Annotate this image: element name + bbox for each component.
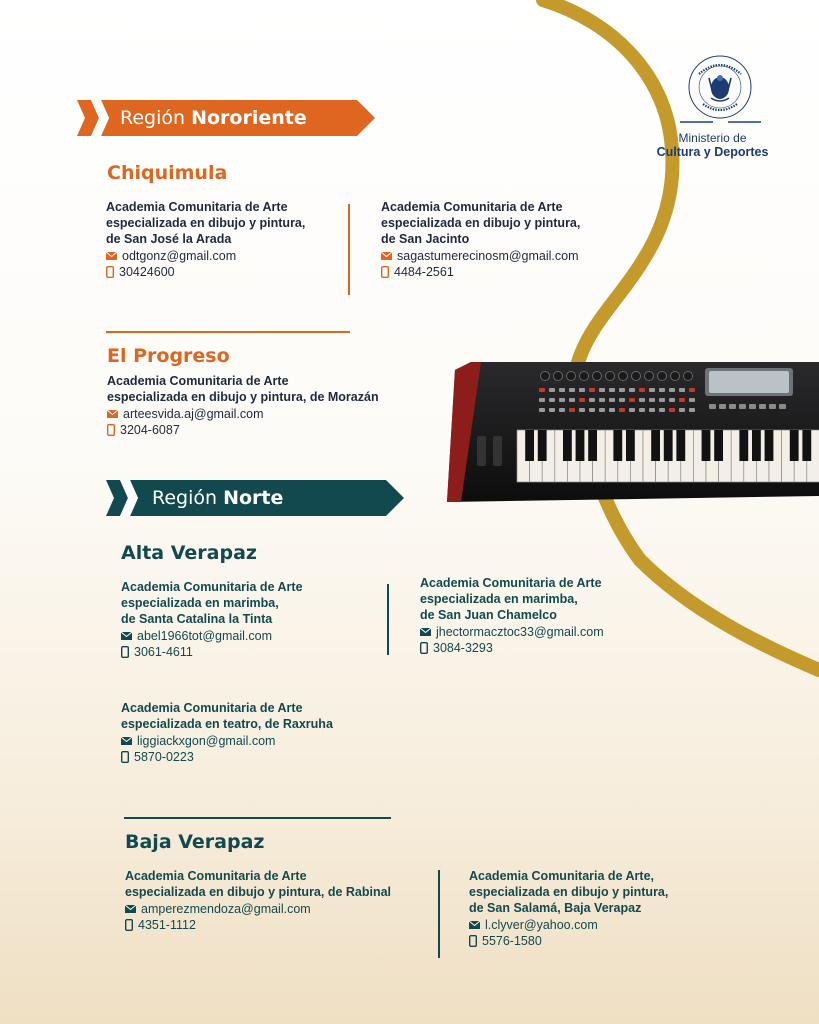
- phone-line: [469, 933, 668, 949]
- panel-button: [709, 404, 716, 409]
- black-key: [588, 430, 597, 461]
- envelope-icon: [106, 252, 117, 260]
- panel-button: [589, 408, 595, 412]
- academy-name: Academia Comunitaria de Arte especializada en marimba, de San Juan Chamelco: [420, 576, 602, 622]
- panel-button: [659, 398, 665, 402]
- phone-line: [121, 749, 333, 765]
- email-line: [121, 628, 303, 644]
- logo-rule-right: [728, 121, 761, 123]
- panel-button: [679, 408, 685, 412]
- panel-button: [659, 388, 665, 392]
- envelope-icon: [121, 737, 132, 745]
- knob: [632, 372, 641, 381]
- phone-number[interactable]: 5576-1580: [482, 934, 542, 948]
- phone-icon: [420, 642, 428, 654]
- phone-icon: [107, 424, 115, 436]
- department-title-el-progreso: El Progreso: [107, 345, 230, 367]
- panel-button: [579, 398, 585, 402]
- panel-button: [609, 398, 615, 402]
- panel-button: [679, 398, 685, 402]
- black-key: [613, 430, 622, 461]
- keyboard-synthesizer-image: [447, 362, 819, 504]
- phone-line: [381, 264, 580, 280]
- knob: [593, 372, 602, 381]
- phone-icon: [106, 266, 114, 278]
- academy-name: Academia Comunitaria de Arte especializada en dibujo y pintura, de Rabinal: [125, 869, 392, 899]
- panel-button: [749, 404, 756, 409]
- panel-button: [649, 408, 655, 412]
- academy-entry: [107, 373, 379, 438]
- black-key: [538, 430, 547, 461]
- academy-entry: [469, 868, 668, 949]
- academy-name: Academia Comunitaria de Arte especializada en marimba, de Santa Catalina la Tinta: [121, 580, 303, 626]
- region-norte-title: Región Norte: [152, 487, 284, 509]
- phone-icon: [121, 751, 129, 763]
- region-nororiente-title: Región Nororiente: [120, 107, 307, 129]
- phone-number[interactable]: 4484-2561: [394, 265, 454, 279]
- phone-line: [121, 644, 303, 660]
- panel-button: [739, 404, 746, 409]
- panel-button: [639, 398, 645, 402]
- region-nororiente-banner: [77, 100, 377, 136]
- panel-button: [649, 398, 655, 402]
- panel-button: [569, 398, 575, 402]
- email-line: [121, 733, 333, 749]
- panel-button: [619, 388, 625, 392]
- knob: [645, 372, 654, 381]
- academy-entry: [381, 199, 580, 280]
- region-norte-banner: [106, 480, 406, 516]
- academy-entry: [420, 575, 604, 656]
- panel-button: [669, 398, 675, 402]
- phone-line: [106, 264, 305, 280]
- knob: [684, 372, 693, 381]
- panel-button: [689, 408, 695, 412]
- ministry-logo: [650, 48, 790, 168]
- academy-name: Academia Comunitaria de Arte especializada en dibujo y pintura, de Morazán: [107, 374, 379, 404]
- knob: [580, 372, 589, 381]
- panel-button: [629, 398, 635, 402]
- phone-icon: [381, 266, 389, 278]
- phone-number[interactable]: 3061-4611: [134, 645, 193, 659]
- panel-button: [609, 388, 615, 392]
- knob: [619, 372, 628, 381]
- phone-icon: [125, 919, 133, 931]
- envelope-icon: [107, 410, 118, 418]
- panel-button: [619, 408, 625, 412]
- panel-button: [589, 398, 595, 402]
- black-key: [664, 430, 673, 461]
- email-line: [106, 248, 305, 264]
- panel-button: [779, 404, 786, 409]
- black-key: [525, 430, 534, 461]
- email-address[interactable]: amperezmendoza@gmail.com: [141, 902, 311, 916]
- phone-number[interactable]: 5870-0223: [134, 750, 194, 764]
- envelope-icon: [420, 628, 431, 636]
- email-line: [125, 901, 391, 917]
- department-title-baja-verapaz: Baja Verapaz: [125, 831, 265, 853]
- email-address[interactable]: sagastumerecinosm@gmail.com: [397, 249, 579, 263]
- phone-line: [107, 422, 379, 438]
- ministry-name-line2: Cultura y Deportes: [656, 145, 769, 159]
- column-divider: [387, 584, 389, 655]
- panel-button: [579, 388, 585, 392]
- ministry-name-line1: Ministerio de: [678, 131, 747, 145]
- email-address[interactable]: odtgonz@gmail.com: [122, 249, 237, 263]
- panel-button: [599, 388, 605, 392]
- black-key: [739, 430, 748, 461]
- panel-button: [569, 388, 575, 392]
- email-line: [107, 406, 379, 422]
- black-key: [714, 430, 723, 461]
- envelope-icon: [125, 905, 136, 913]
- panel-button: [629, 388, 635, 392]
- academy-entry: [121, 700, 333, 765]
- panel-button: [559, 398, 565, 402]
- black-key: [576, 430, 585, 461]
- logo-rule-left: [680, 121, 713, 123]
- black-key: [790, 430, 799, 461]
- black-key: [676, 430, 685, 461]
- panel-button: [539, 398, 545, 402]
- email-address[interactable]: abel1966tot@gmail.com: [137, 629, 272, 643]
- panel-button: [669, 408, 675, 412]
- phone-number[interactable]: 4351-1112: [138, 918, 196, 932]
- envelope-icon: [469, 921, 480, 929]
- department-title-alta-verapaz: Alta Verapaz: [121, 542, 257, 564]
- email-address[interactable]: l.clyver@yahoo.com: [485, 918, 598, 932]
- knob: [671, 372, 680, 381]
- academy-name: Academia Comunitaria de Arte especializada en dibujo y pintura, de San Jacinto: [381, 200, 581, 246]
- panel-button: [549, 388, 555, 392]
- panel-button: [629, 408, 635, 412]
- section-divider: [106, 331, 350, 333]
- column-divider: [348, 204, 350, 295]
- panel-button: [619, 398, 625, 402]
- envelope-icon: [121, 632, 132, 640]
- panel-button: [689, 388, 695, 392]
- panel-button: [549, 408, 555, 412]
- panel-button: [589, 388, 595, 392]
- panel-button: [569, 408, 575, 412]
- panel-button: [579, 408, 585, 412]
- black-key: [765, 430, 774, 461]
- black-key: [802, 430, 811, 461]
- panel-button: [759, 404, 766, 409]
- panel-button: [639, 388, 645, 392]
- panel-button: [679, 388, 685, 392]
- black-key: [702, 430, 711, 461]
- panel-button: [669, 388, 675, 392]
- email-line: [381, 248, 580, 264]
- black-key: [651, 430, 660, 461]
- envelope-icon: [381, 252, 392, 260]
- panel-button: [719, 404, 726, 409]
- email-line: [420, 624, 604, 640]
- academy-name: Academia Comunitaria de Arte especializada en dibujo y pintura, de San José la Arada: [106, 200, 306, 246]
- phone-line: [125, 917, 391, 933]
- phone-number[interactable]: 3204-6087: [120, 423, 180, 437]
- panel-button: [539, 388, 545, 392]
- phone-number[interactable]: 3084-3293: [433, 641, 493, 655]
- panel-button: [599, 398, 605, 402]
- panel-button: [559, 388, 565, 392]
- panel-button: [559, 408, 565, 412]
- panel-button: [659, 408, 665, 412]
- department-title-chiquimula: Chiquimula: [107, 162, 228, 184]
- panel-button: [549, 398, 555, 402]
- panel-button: [639, 408, 645, 412]
- knob: [658, 372, 667, 381]
- panel-button: [539, 408, 545, 412]
- black-key: [626, 430, 635, 461]
- panel-button: [599, 408, 605, 412]
- phone-icon: [121, 646, 129, 658]
- panel-button: [649, 388, 655, 392]
- academy-entry: [121, 579, 303, 660]
- column-divider: [438, 870, 440, 958]
- phone-icon: [469, 935, 477, 947]
- coat-of-arms-seal-icon: [687, 54, 753, 120]
- email-address[interactable]: arteesvida.aj@gmail.com: [123, 407, 264, 421]
- academy-name: Academia Comunitaria de Arte especializada en teatro, de Raxruha: [121, 701, 333, 731]
- email-address[interactable]: liggiackxgon@gmail.com: [137, 734, 276, 748]
- email-address[interactable]: jhectormacztoc33@gmail.com: [436, 625, 604, 639]
- black-key: [563, 430, 572, 461]
- panel-button: [689, 398, 695, 402]
- panel-button: [769, 404, 776, 409]
- knob: [541, 372, 550, 381]
- academy-name: Academia Comunitaria de Arte, especializada en dibujo y pintura, de San Salamá, Baja Verapaz: [469, 869, 669, 915]
- panel-button: [609, 408, 615, 412]
- black-key: [752, 430, 761, 461]
- knob: [554, 372, 563, 381]
- email-line: [469, 917, 668, 933]
- knob: [567, 372, 576, 381]
- phone-number[interactable]: 30424600: [119, 265, 175, 279]
- phone-line: [420, 640, 604, 656]
- panel-button: [729, 404, 736, 409]
- knob: [606, 372, 615, 381]
- academy-entry: [106, 199, 305, 280]
- section-divider: [124, 817, 391, 819]
- academy-entry: [125, 868, 391, 933]
